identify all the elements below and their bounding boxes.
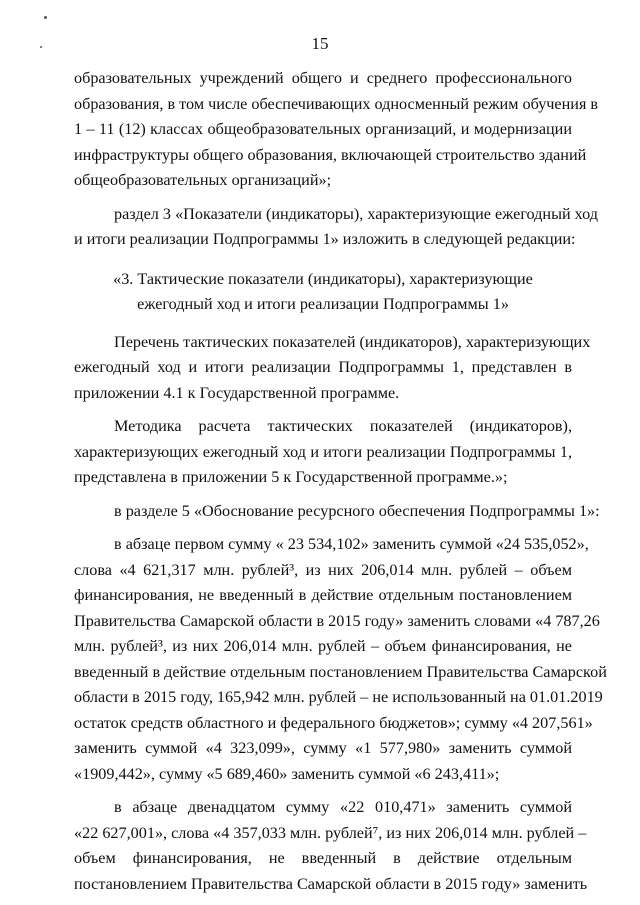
- text-line: млн. рублей³, из них 206,014 млн. рублей – объем финансирования, не: [74, 637, 572, 655]
- text-line: раздел 3 «Показатели (индикаторы), характеризующие ежегодный ход: [114, 204, 599, 223]
- text-line: образовательных учреждений общего и среднего профессионального: [74, 69, 572, 87]
- document-body: [74, 66, 607, 897]
- text-line: остаток средств областного и федерального бюджетов»; сумму «4 207,561»: [74, 713, 593, 732]
- text-line: «22 627,001», слова «4 357,033 млн. рублей⁷, из них 206,014 млн. рублей –: [74, 823, 587, 842]
- paragraph: [74, 414, 572, 491]
- text-line: образования, в том числе обеспечивающих односменный режим обучения в: [74, 94, 599, 113]
- text-line: общеобразовательных организаций»;: [74, 171, 332, 189]
- text-line: Перечень тактических показателей (индикаторов), характеризующих: [114, 332, 591, 351]
- heading-line: ежегодный ход и итоги реализации Подпрограммы 1»: [137, 295, 509, 313]
- text-line: Методика расчета тактических показателей (индикаторов),: [114, 417, 572, 435]
- text-line: объем финансирования, не введенный в действие отдельным: [74, 849, 572, 867]
- paragraph: [74, 532, 607, 787]
- text-line: заменить суммой «4 323,099», сумму «1 577,980» заменить суммой: [74, 739, 572, 757]
- text-line: в абзаце двенадцатом сумму «22 010,471» заменить суммой: [114, 798, 572, 816]
- text-line: слова «4 621,317 млн. рублей³, из них 206,014 млн. рублей – объем: [74, 560, 572, 579]
- text-line: ежегодный ход и итоги реализации Подпрограммы 1, представлен в: [74, 358, 572, 376]
- paragraph: [74, 202, 599, 253]
- page-number: 15: [311, 34, 329, 53]
- text-line: в абзаце первом сумму « 23 534,102» заменить суммой «24 535,052»,: [114, 535, 589, 553]
- heading-line: «3. Тактические показатели (индикаторы), характеризующие: [113, 269, 533, 288]
- text-line: инфраструктуры общего образования, включающей строительство зданий: [74, 145, 587, 164]
- text-line: представлена в приложении 5 к Государственной программе.»;: [74, 468, 508, 486]
- paragraph: [74, 66, 599, 194]
- text-line: Правительства Самарской области в 2015 году» заменить словами «4 787,26: [74, 611, 600, 630]
- paragraph: [74, 795, 588, 897]
- text-line: области в 2015 году, 165,942 млн. рублей – не использованный на 01.01.2019: [74, 688, 603, 706]
- text-line: «1909,442», сумму «5 689,460» заменить суммой «6 243,411»;: [74, 764, 500, 783]
- scan-speck: [44, 16, 47, 19]
- section-heading: [74, 267, 572, 318]
- text-line: введенный в действие отдельным постановлением Правительства Самарской: [74, 662, 607, 681]
- text-line: и итоги реализации Подпрограммы 1» изложить в следующей редакции:: [74, 230, 576, 248]
- text-line: постановлением Правительства Самарской области в 2015 году» заменить: [74, 874, 588, 893]
- paragraph: [74, 330, 591, 407]
- text-line: финансирования, не введенный в действие отдельным постановлением: [74, 586, 572, 604]
- text-line: приложении 4.1 к Государственной программе.: [74, 383, 400, 402]
- text-line: 1 – 11 (12) классах общеобразовательных организаций, и модернизации: [74, 120, 572, 138]
- text-line: характеризующих ежегодный ход и итоги реализации Подпрограммы 1,: [74, 442, 572, 461]
- paragraph: [74, 499, 600, 525]
- text-line: в разделе 5 «Обоснование ресурсного обеспечения Подпрограммы 1»:: [114, 501, 600, 520]
